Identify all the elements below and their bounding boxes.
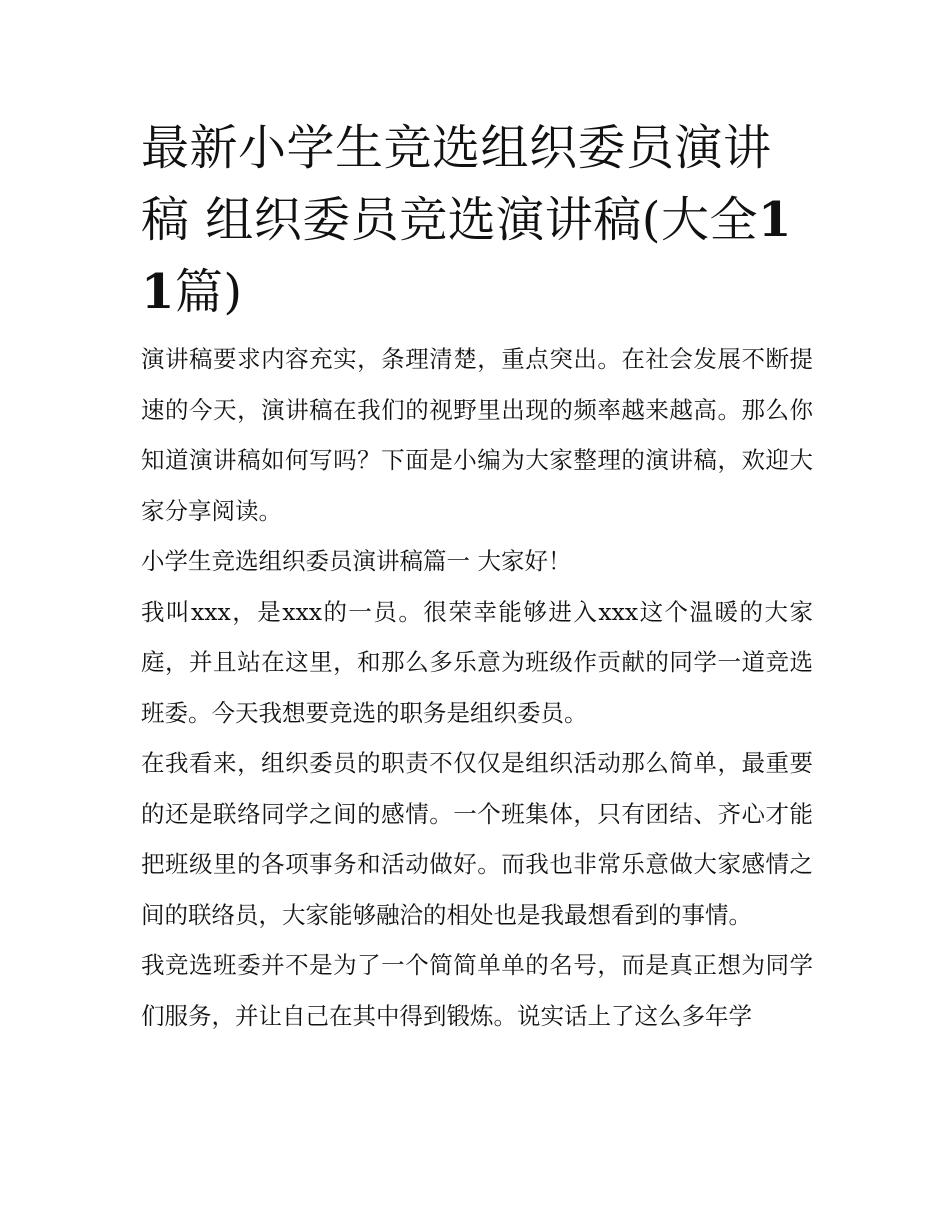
title-number: 11 (141, 192, 792, 320)
paragraph-intro: 演讲稿要求内容充实，条理清楚，重点突出。在社会发展不断提速的今天，演讲稿在我们的视野里出现的频率越来越高。那么你知道演讲稿如何写吗？下面是小编为大家整理的演讲稿，欢迎大家分享阅读。 (141, 345, 813, 525)
document-title: 最新小学生竞选组织委员演讲稿 组织委员竞选演讲稿(大全11篇) (141, 120, 792, 320)
document-body (141, 112, 813, 1041)
paragraph-role-responsibility: 在我看来，组织委员的职责不仅仅是组织活动那么简单，最重要的还是联络同学之间的感情。一个班集体，只有团结、齐心才能把班级里的各项事务和活动做好。而我也非常乐意做大家感情之间的联络员，大家能够融洽的相处也是我最想看到的事情。 (141, 749, 813, 929)
paragraph-motivation: 我竞选班委并不是为了一个简简单单的名号，而是真正想为同学们服务，并让自己在其中得到锻炼。说实话上了这么多年学 (141, 951, 813, 1030)
paragraph-section-heading: 小学生竞选组织委员演讲稿篇一 大家好！ (141, 547, 572, 575)
paragraph-self-introduction: 我叫xxx，是xxx的一员。很荣幸能够进入xxx这个温暖的大家庭，并且站在这里，和那么多乐意为班级作贡献的同学一道竞选班委。今天我想要竞选的职务是组织委员。 (141, 597, 813, 727)
